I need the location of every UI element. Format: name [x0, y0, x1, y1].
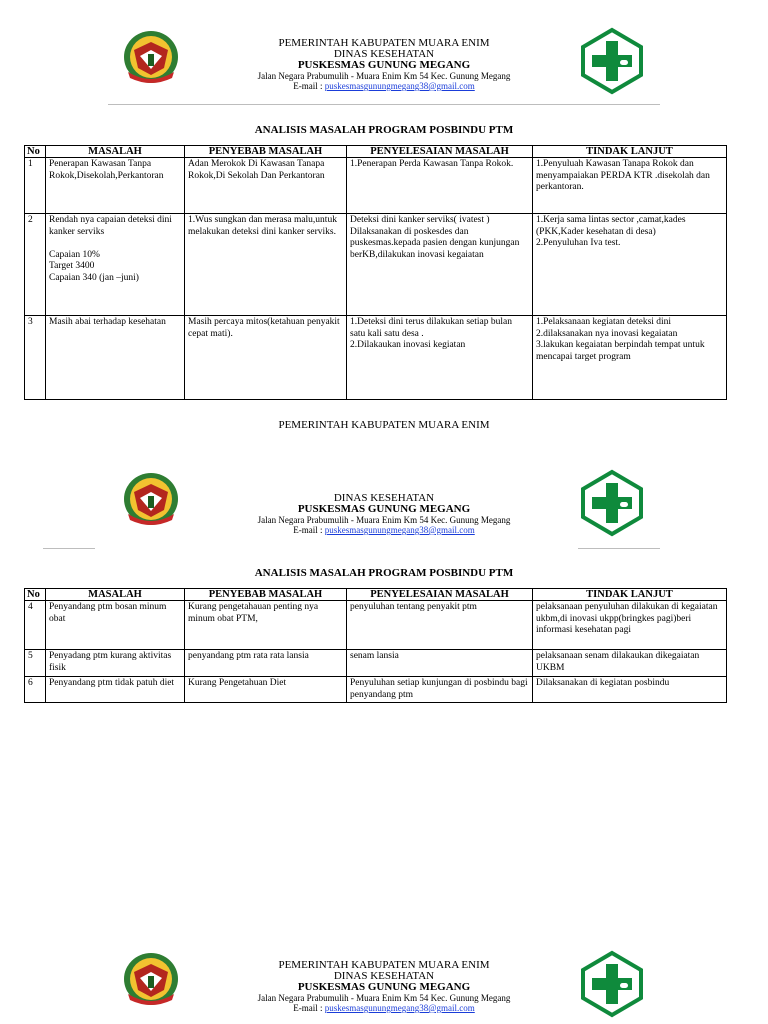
cell-penyebab: Kurang pengetahauan penting nya minum obat PTM, [185, 601, 347, 650]
cell-penyebab: Masih percaya mitos(ketahuan penyakit cepat mati). [185, 316, 347, 400]
email-link[interactable]: puskesmasgunungmegang38@gmail.com [324, 81, 475, 91]
cell-tindak-lanjut: Dilaksanakan di kegiatan posbindu [533, 677, 727, 703]
cell-no: 6 [25, 677, 46, 703]
letterhead-puskesmas: PUSKESMAS GUNUNG MEGANG [297, 981, 471, 993]
letterhead-divider-left [43, 548, 95, 549]
puskesmas-cross-icon [578, 27, 646, 95]
cell-tindak-lanjut: pelaksanaan penyuluhan dilakukan di kegaiatan ukbm,di inovasi ukpp(bringkes pagi)beri informasi kesehatan pagi [533, 601, 727, 650]
table-header-row [25, 589, 727, 601]
letterhead-department: DINAS KESEHATAN [333, 48, 435, 60]
letterhead-email-line [184, 81, 584, 91]
cell-penyebab: penyandang ptm rata rata lansia [185, 650, 347, 677]
cell-masalah: Penyandang ptm tidak patuh diet [46, 677, 185, 703]
header-no: No [25, 589, 46, 601]
letterhead-email-line [184, 525, 584, 535]
cell-no: 5 [25, 650, 46, 677]
cell-masalah: Penyandang ptm bosan minum obat [46, 601, 185, 650]
email-link[interactable]: puskesmasgunungmegang38@gmail.com [324, 525, 475, 535]
letterhead-government: PEMERINTAH KABUPATEN MUARA ENIM [278, 959, 490, 971]
cell-penyebab: Kurang Pengetahuan Diet [185, 677, 347, 703]
header-tindak-lanjut: TINDAK LANJUT [533, 146, 727, 158]
cell-no: 3 [25, 316, 46, 400]
cell-masalah: Rendah nya capaian deteksi dini kanker serviks Capaian 10% Target 3400 Capaian 340 (jan –juni) [46, 214, 185, 316]
problem-analysis-table-2 [24, 588, 727, 703]
problem-analysis-table-1 [24, 145, 727, 400]
letterhead-divider-right [578, 548, 660, 549]
letterhead-puskesmas: PUSKESMAS GUNUNG MEGANG [297, 503, 471, 515]
regency-emblem-icon [122, 28, 180, 86]
cell-penyelesaian: senam lansia [347, 650, 533, 677]
letterhead-government: PEMERINTAH KABUPATEN MUARA ENIM [278, 37, 490, 49]
email-label: E-mail : [293, 525, 325, 535]
cell-masalah: Masih abai terhadap kesehatan [46, 316, 185, 400]
cell-penyelesaian: 1.Deteksi dini terus dilakukan setiap bulan satu kali satu desa . 2.Dilakaukan inovasi kegiatan [347, 316, 533, 400]
header-tindak-lanjut: TINDAK LANJUT [533, 589, 727, 601]
letterhead-department: DINAS KESEHATAN [333, 492, 435, 504]
table-row [25, 158, 727, 214]
page-break-heading: PEMERINTAH KABUPATEN MUARA ENIM [278, 419, 490, 431]
email-label: E-mail : [293, 81, 325, 91]
table-row [25, 214, 727, 316]
letterhead-address: Jalan Negara Prabumulih - Muara Enim Km 54 Kec. Gunung Megang [257, 515, 511, 525]
header-penyelesaian: PENYELESAIAN MASALAH [347, 589, 533, 601]
table-row [25, 650, 727, 677]
table-row [25, 601, 727, 650]
cell-no: 2 [25, 214, 46, 316]
regency-emblem-icon [122, 470, 180, 528]
cell-tindak-lanjut: 1.Penyuluah Kawasan Tanapa Rokok dan menyampaiakan PERDA KTR .disekolah dan perkantoran. [533, 158, 727, 214]
cell-penyelesaian: Penyuluhan setiap kunjungan di posbindu bagi penyandang ptm [347, 677, 533, 703]
header-penyelesaian: PENYELESAIAN MASALAH [347, 146, 533, 158]
cell-penyebab: 1.Wus sungkan dan merasa malu,untuk melakukan deteksi dini kanker serviks. [185, 214, 347, 316]
header-masalah: MASALAH [46, 589, 185, 601]
cell-penyelesaian: Deteksi dini kanker serviks( ivatest ) Dilaksanakan di poskesdes dan puskesmas.kepada pasien dengan kunjungan berKB,dilakukan inovasi kegaiatan [347, 214, 533, 316]
regency-emblem-icon [122, 950, 180, 1008]
letterhead-address: Jalan Negara Prabumulih - Muara Enim Km 54 Kec. Gunung Megang [257, 993, 511, 1003]
header-penyebab: PENYEBAB MASALAH [185, 146, 347, 158]
table-row [25, 316, 727, 400]
cell-no: 1 [25, 158, 46, 214]
letterhead-address: Jalan Negara Prabumulih - Muara Enim Km 54 Kec. Gunung Megang [257, 71, 511, 81]
letterhead-divider [108, 104, 660, 105]
cell-tindak-lanjut: pelaksanaan senam dilakaukan dikegaiatan UKBM [533, 650, 727, 677]
table-header-row [25, 146, 727, 158]
header-penyebab: PENYEBAB MASALAH [185, 589, 347, 601]
email-label: E-mail : [293, 1003, 325, 1013]
puskesmas-cross-icon [578, 950, 646, 1018]
email-link[interactable]: puskesmasgunungmegang38@gmail.com [324, 1003, 475, 1013]
cell-penyebab: Adan Merokok Di Kawasan Tanapa Rokok,Di Sekolah Dan Perkantoran [185, 158, 347, 214]
cell-tindak-lanjut: 1.Kerja sama lintas sector ,camat,kades (PKK,Kader kesehatan di desa) 2.Penyuluhan Iva test. [533, 214, 727, 316]
cell-penyelesaian: penyuluhan tentang penyakit ptm [347, 601, 533, 650]
cell-penyelesaian: 1.Penerapan Perda Kawasan Tanpa Rokok. [347, 158, 533, 214]
table-row [25, 677, 727, 703]
section2-title: ANALISIS MASALAH PROGRAM POSBINDU PTM [254, 567, 514, 579]
letterhead-email-line [184, 1003, 584, 1013]
cell-masalah: Penyadang ptm kurang aktivitas fisik [46, 650, 185, 677]
cell-no: 4 [25, 601, 46, 650]
cell-tindak-lanjut: 1.Pelaksanaan kegiatan deteksi dini 2.dilaksanakan nya inovasi kegaiatan 3.lakukan kegaiatan berpindah tempat untuk mencapai target program [533, 316, 727, 400]
puskesmas-cross-icon [578, 469, 646, 537]
cell-masalah: Penerapan Kawasan Tanpa Rokok,Disekolah,Perkantoran [46, 158, 185, 214]
header-masalah: MASALAH [46, 146, 185, 158]
letterhead-department: DINAS KESEHATAN [333, 970, 435, 982]
letterhead-puskesmas: PUSKESMAS GUNUNG MEGANG [297, 59, 471, 71]
section1-title: ANALISIS MASALAH PROGRAM POSBINDU PTM [254, 124, 514, 136]
header-no: No [25, 146, 46, 158]
